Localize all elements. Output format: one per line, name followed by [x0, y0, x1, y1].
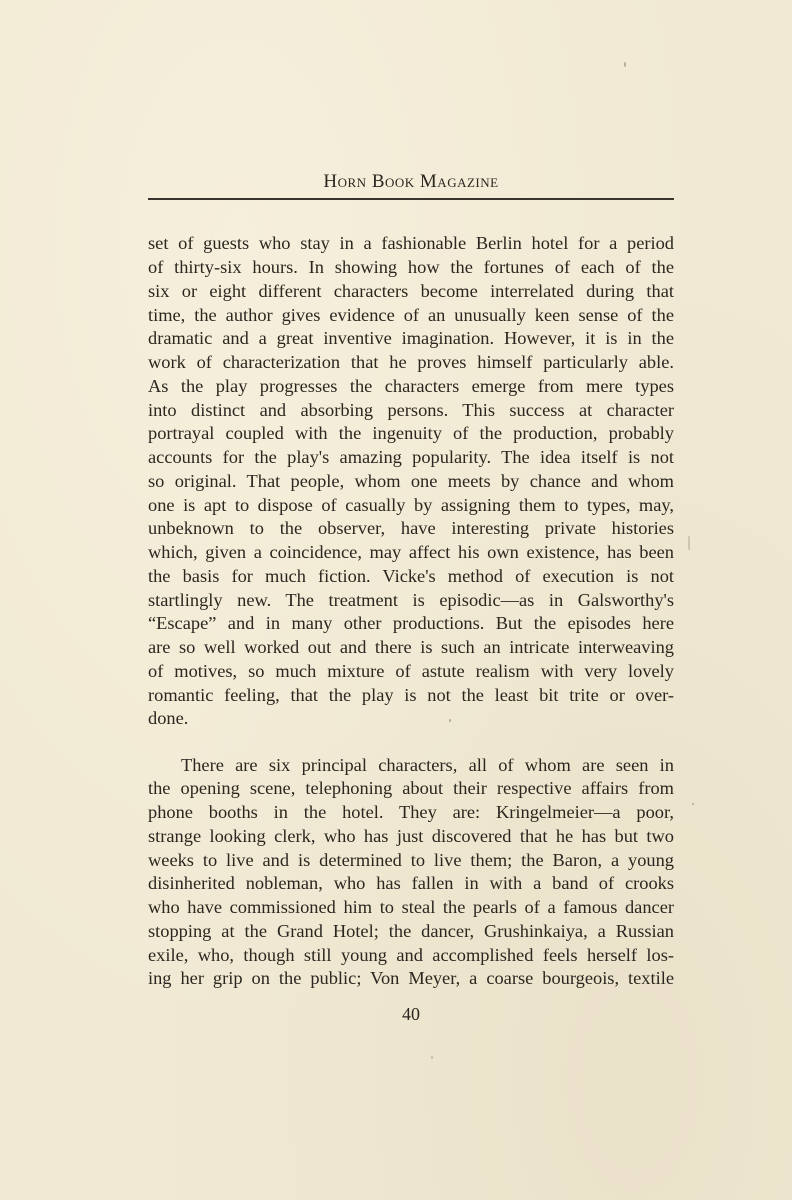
paper-speck: [692, 803, 694, 805]
text-line: There are six principal characters, all of whom are seen in: [181, 755, 674, 775]
text-line: so original. That people, whom one meets by chance and whom: [148, 471, 674, 491]
text-line: set of guests who stay in a fashionable Berlin hotel for a period: [148, 233, 674, 253]
text-line: dramatic and a great inventive imagination. However, it is in the: [148, 328, 674, 348]
paper-speck: [449, 719, 451, 722]
running-head: Horn Book Magazine: [323, 171, 499, 192]
text-line: ing her grip on the public; Von Meyer, a coarse bourgeois, textile: [148, 968, 674, 988]
text-line: unbeknown to the observer, have interesting private histories: [148, 518, 674, 538]
text-line: of motives, so much mixture of astute realism with very lovely: [148, 661, 674, 681]
text-line: the basis for much fiction. Vicke's method of execution is not: [148, 566, 674, 586]
text-line: exile, who, though still young and accomplished feels herself los-: [148, 945, 674, 965]
text-line: accounts for the play's amazing popularity. The idea itself is not: [148, 447, 674, 467]
text-line: into distinct and absorbing persons. This success at character: [148, 400, 674, 420]
page-number: 40: [402, 1004, 420, 1024]
text-line: stopping at the Grand Hotel; the dancer, Grushinkaiya, a Russian: [148, 921, 674, 941]
text-line: phone booths in the hotel. They are: Kringelmeier—a poor,: [148, 802, 674, 822]
text-line: work of characterization that he proves himself particularly able.: [148, 352, 674, 372]
text-line: one is apt to dispose of casually by assigning them to types, may,: [148, 495, 674, 515]
text-line: who have commissioned him to steal the pearls of a famous dancer: [148, 897, 674, 917]
header-rule: [148, 198, 674, 200]
text-line: of thirty-six hours. In showing how the fortunes of each of the: [148, 257, 674, 277]
text-line: startlingly new. The treatment is episodic—as in Galsworthy's: [148, 590, 674, 610]
text-line: the opening scene, telephoning about their respective affairs from: [148, 778, 674, 798]
text-line: portrayal coupled with the ingenuity of the production, probably: [148, 423, 674, 443]
paper-speck: [688, 536, 690, 550]
paper-speck: [624, 62, 626, 67]
text-line: strange looking clerk, who has just discovered that he has but two: [148, 826, 674, 846]
text-line: As the play progresses the characters emerge from mere types: [148, 376, 674, 396]
text-line: weeks to live and is determined to live them; the Baron, a young: [148, 850, 674, 870]
text-line: “Escape” and in many other productions. But the episodes here: [148, 613, 674, 633]
paper-speck: [431, 1056, 433, 1059]
text-line: are so well worked out and there is such an intricate interweaving: [148, 637, 674, 657]
text-line: romantic feeling, that the play is not the least bit trite or over-: [148, 685, 674, 705]
text-line: six or eight different characters become interrelated during that: [148, 281, 674, 301]
text-line: done.: [148, 708, 189, 728]
text-line: which, given a coincidence, may affect his own existence, has been: [148, 542, 674, 562]
text-line: time, the author gives evidence of an unusually keen sense of the: [148, 305, 674, 325]
text-line: disinherited nobleman, who has fallen in with a band of crooks: [148, 873, 674, 893]
